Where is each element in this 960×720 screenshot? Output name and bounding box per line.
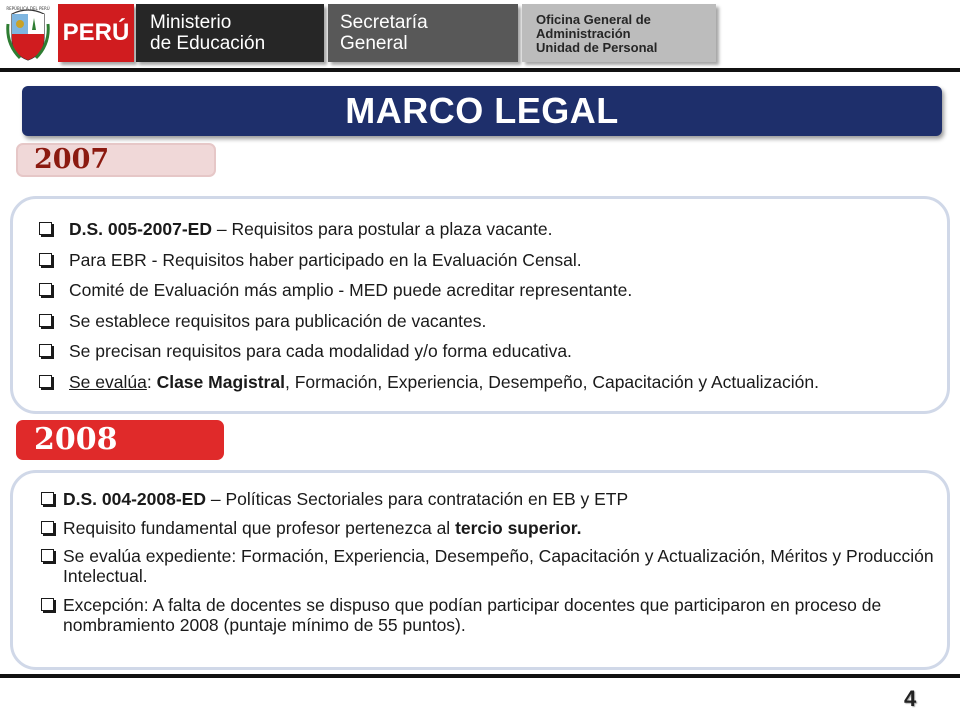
oficina-block	[522, 4, 716, 62]
checkbox-bullet-icon	[41, 492, 54, 505]
list-item: Comité de Evaluación más amplio - MED puede acreditar representante.	[39, 280, 939, 300]
section-2007-box	[10, 196, 950, 414]
oficina-line-2: Administración	[536, 26, 631, 41]
list-2007	[39, 219, 939, 402]
section-2008-box	[10, 470, 950, 670]
year-tab-2007: 2007	[16, 143, 216, 177]
checkbox-bullet-icon	[39, 344, 52, 357]
list-item: D.S. 005-2007-ED – Requisitos para postular a plaza vacante.	[39, 219, 939, 239]
list-item: Se precisan requisitos para cada modalidad y/o forma educativa.	[39, 341, 939, 361]
ministerio-line-1: Ministerio	[150, 12, 232, 33]
page-title: MARCO LEGAL	[22, 86, 942, 136]
year-tab-2008: 2008	[16, 420, 224, 460]
secretaria-line-1: Secretaría	[340, 12, 428, 33]
footer-rule	[0, 674, 960, 678]
checkbox-bullet-icon	[41, 598, 54, 611]
peru-block: PERÚ	[58, 4, 134, 62]
list-item: Requisito fundamental que profesor pertenezca al tercio superior.	[41, 518, 941, 538]
header-rule	[0, 68, 960, 72]
checkbox-bullet-icon	[39, 314, 52, 327]
ministerio-line-2: de Educación	[150, 33, 266, 54]
list-item: Se evalúa: Clase Magistral, Formación, Experiencia, Desempeño, Capacitación y Actualización.	[39, 372, 939, 392]
oficina-line-3: Unidad de Personal	[536, 40, 658, 55]
checkbox-bullet-icon	[41, 549, 54, 562]
list-item: Excepción: A falta de docentes se dispuso que podían participar docentes que participaron en proceso de nombramiento 2008 (puntaje mínimo de 55 puntos).	[41, 595, 941, 635]
header-banner	[0, 0, 960, 70]
list-item: Se evalúa expediente: Formación, Experiencia, Desempeño, Capacitación y Actualización, Méritos y Producción Intelectual.	[41, 546, 941, 586]
peru-shield-icon	[6, 4, 50, 62]
checkbox-bullet-icon	[39, 375, 52, 388]
list-2008	[41, 489, 941, 643]
list-item: Se establece requisitos para publicación de vacantes.	[39, 311, 939, 331]
secretaria-line-2: General	[340, 33, 408, 54]
list-item: Para EBR - Requisitos haber participado en la Evaluación Censal.	[39, 250, 939, 270]
page-number: 4	[904, 686, 917, 711]
list-item: D.S. 004-2008-ED – Políticas Sectoriales para contratación en EB y ETP	[41, 489, 941, 509]
shield-caption: REPÚBLICA DEL PERÚ	[6, 6, 50, 11]
ministerio-block	[136, 4, 324, 62]
checkbox-bullet-icon	[39, 222, 52, 235]
secretaria-block	[328, 4, 518, 62]
oficina-line-1: Oficina General de	[536, 12, 651, 27]
checkbox-bullet-icon	[41, 521, 54, 534]
checkbox-bullet-icon	[39, 283, 52, 296]
checkbox-bullet-icon	[39, 253, 52, 266]
